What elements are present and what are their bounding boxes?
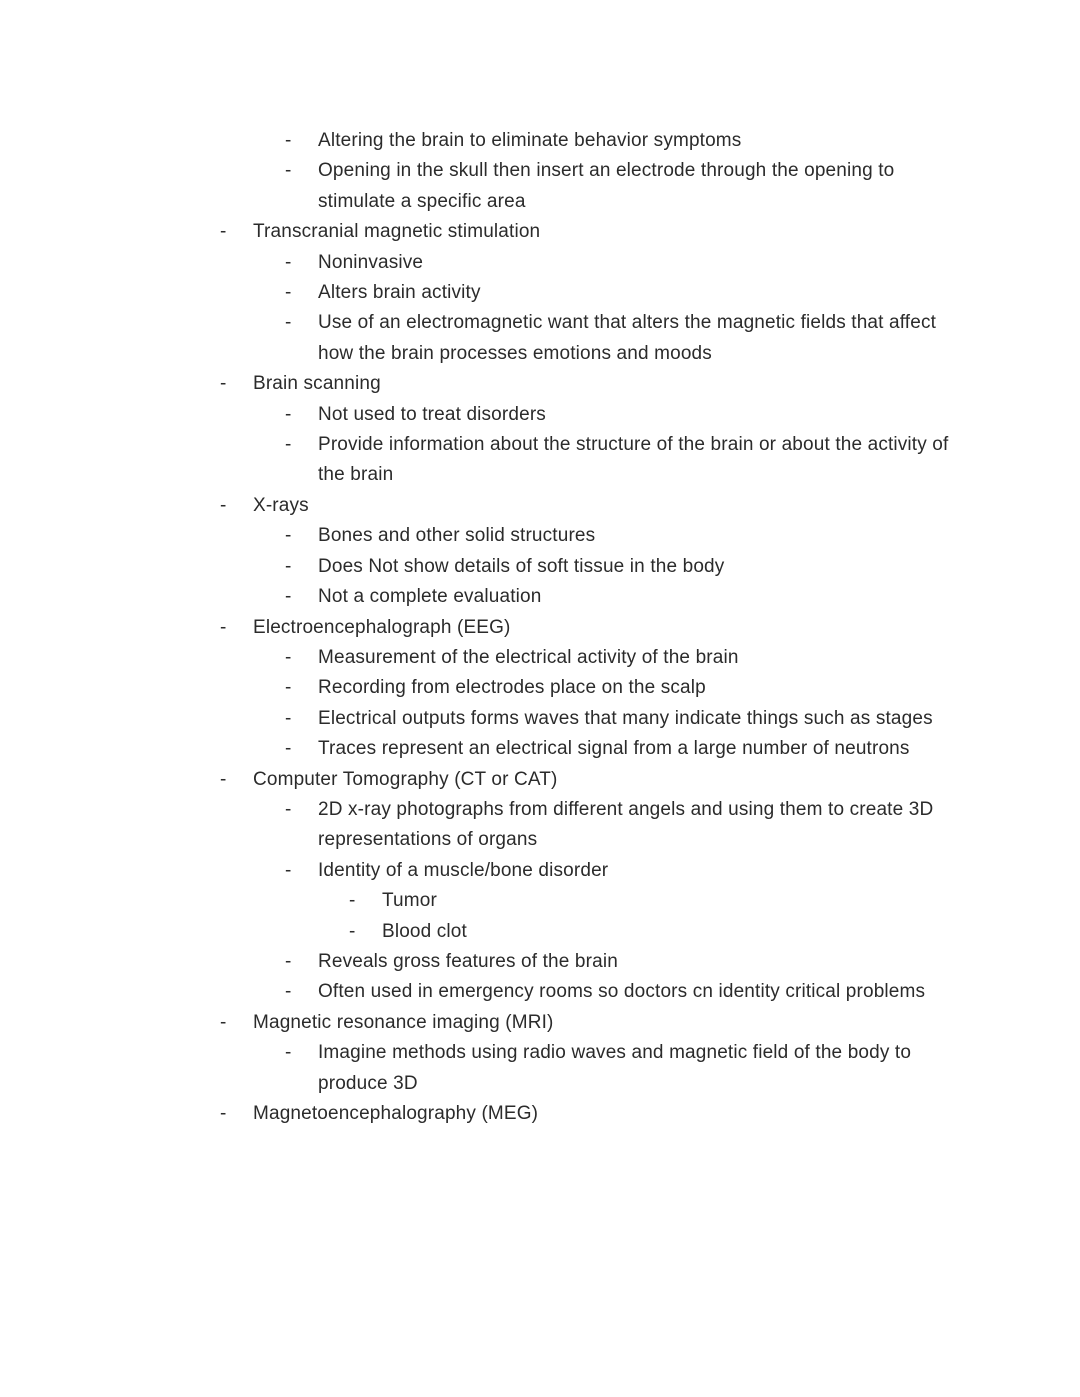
bullet-dash-icon: -	[285, 798, 292, 820]
list-item	[285, 521, 952, 551]
list-item-text: 2D x-ray photographs from different angels and using them to create 3D representations of organs	[318, 798, 934, 851]
list-item-text: Identity of a muscle/bone disorder	[318, 859, 609, 881]
list-item	[285, 552, 952, 582]
list-item	[285, 308, 952, 369]
bullet-dash-icon: -	[220, 221, 227, 243]
bullet-dash-icon: -	[285, 130, 292, 151]
bullet-dash-icon: -	[285, 160, 292, 182]
list-item	[285, 856, 952, 886]
list-item-text: Altering the brain to eliminate behavior symptoms	[318, 130, 742, 151]
list-item-text: Magnetic resonance imaging (MRI)	[253, 1011, 554, 1033]
list-item	[285, 643, 952, 673]
bullet-dash-icon: -	[220, 616, 227, 638]
list-item	[220, 369, 952, 399]
bullet-dash-icon: -	[285, 859, 292, 881]
notes-list	[0, 126, 952, 1129]
bullet-dash-icon: -	[285, 282, 292, 304]
list-item-text: Use of an electromagnetic want that alters the magnetic fields that affect how the brain processes emotions and moods	[318, 312, 937, 364]
bullet-dash-icon: -	[285, 312, 292, 334]
list-item-text: Not a complete evaluation	[318, 586, 542, 608]
list-item-text: Electrical outputs forms waves that many indicate things such as stages	[318, 707, 933, 729]
bullet-dash-icon: -	[285, 555, 292, 577]
list-item	[285, 734, 952, 764]
list-item-text: Reveals gross features of the brain	[318, 950, 618, 972]
bullet-dash-icon: -	[285, 1042, 292, 1064]
list-item	[285, 977, 952, 1007]
list-item	[349, 917, 952, 947]
list-item	[285, 400, 952, 430]
bullet-dash-icon: -	[285, 950, 292, 972]
bullet-dash-icon: -	[220, 494, 227, 516]
list-item-text: Traces represent an electrical signal from a large number of neutrons	[318, 738, 910, 760]
list-item	[220, 1008, 952, 1038]
bullet-dash-icon: -	[220, 1103, 227, 1124]
list-item	[285, 126, 952, 156]
list-item	[220, 1099, 952, 1129]
list-item	[285, 795, 952, 856]
list-item	[285, 704, 952, 734]
bullet-dash-icon: -	[285, 251, 292, 273]
bullet-dash-icon: -	[285, 981, 292, 1003]
list-item-text: Does Not show details of soft tissue in the body	[318, 555, 725, 577]
list-item	[285, 582, 952, 612]
bullet-dash-icon: -	[285, 434, 292, 456]
list-item-text: Magnetoencephalography (MEG)	[253, 1103, 539, 1124]
list-item-text: Brain scanning	[253, 373, 381, 395]
list-item-text: Alters brain activity	[318, 282, 481, 304]
list-item-text: Not used to treat disorders	[318, 403, 546, 425]
list-item-text: X-rays	[253, 494, 309, 516]
list-item	[285, 1038, 952, 1099]
bullet-dash-icon: -	[349, 920, 356, 942]
list-item	[349, 886, 952, 916]
list-item-text: Blood clot	[382, 920, 467, 942]
bullet-dash-icon: -	[285, 403, 292, 425]
bullet-dash-icon: -	[220, 768, 227, 790]
list-item-text: Provide information about the structure of the brain or about the activity of the brain	[318, 434, 949, 486]
bullet-dash-icon: -	[285, 707, 292, 729]
list-item-text: Electroencephalograph (EEG)	[253, 616, 511, 638]
list-item	[285, 947, 952, 977]
list-item-text: Imagine methods using radio waves and magnetic field of the body to produce 3D	[318, 1042, 912, 1094]
bullet-dash-icon: -	[220, 1011, 227, 1033]
list-item-text: Often used in emergency rooms so doctors cn identity critical problems	[318, 981, 926, 1003]
list-item-text: Noninvasive	[318, 251, 424, 273]
bullet-dash-icon: -	[285, 677, 292, 699]
list-item	[220, 613, 952, 643]
list-item-text: Tumor	[382, 890, 437, 912]
list-item	[285, 673, 952, 703]
bullet-dash-icon: -	[285, 738, 292, 760]
list-item	[285, 278, 952, 308]
bullet-dash-icon: -	[285, 586, 292, 608]
list-item-text: Opening in the skull then insert an electrode through the opening to stimulate a specific area	[318, 160, 895, 212]
list-item	[285, 248, 952, 278]
list-item	[285, 430, 952, 491]
list-item	[220, 765, 952, 795]
bullet-dash-icon: -	[285, 646, 292, 668]
list-item-text: Transcranial magnetic stimulation	[253, 221, 541, 243]
list-item-text: Measurement of the electrical activity of the brain	[318, 646, 739, 668]
bullet-dash-icon: -	[349, 890, 356, 912]
list-item	[285, 156, 952, 217]
list-item	[220, 217, 952, 247]
list-item-text: Bones and other solid structures	[318, 525, 596, 547]
bullet-dash-icon: -	[285, 525, 292, 547]
list-item	[220, 491, 952, 521]
bullet-dash-icon: -	[220, 373, 227, 395]
list-item-text: Computer Tomography (CT or CAT)	[253, 768, 558, 790]
list-item-text: Recording from electrodes place on the scalp	[318, 677, 706, 699]
